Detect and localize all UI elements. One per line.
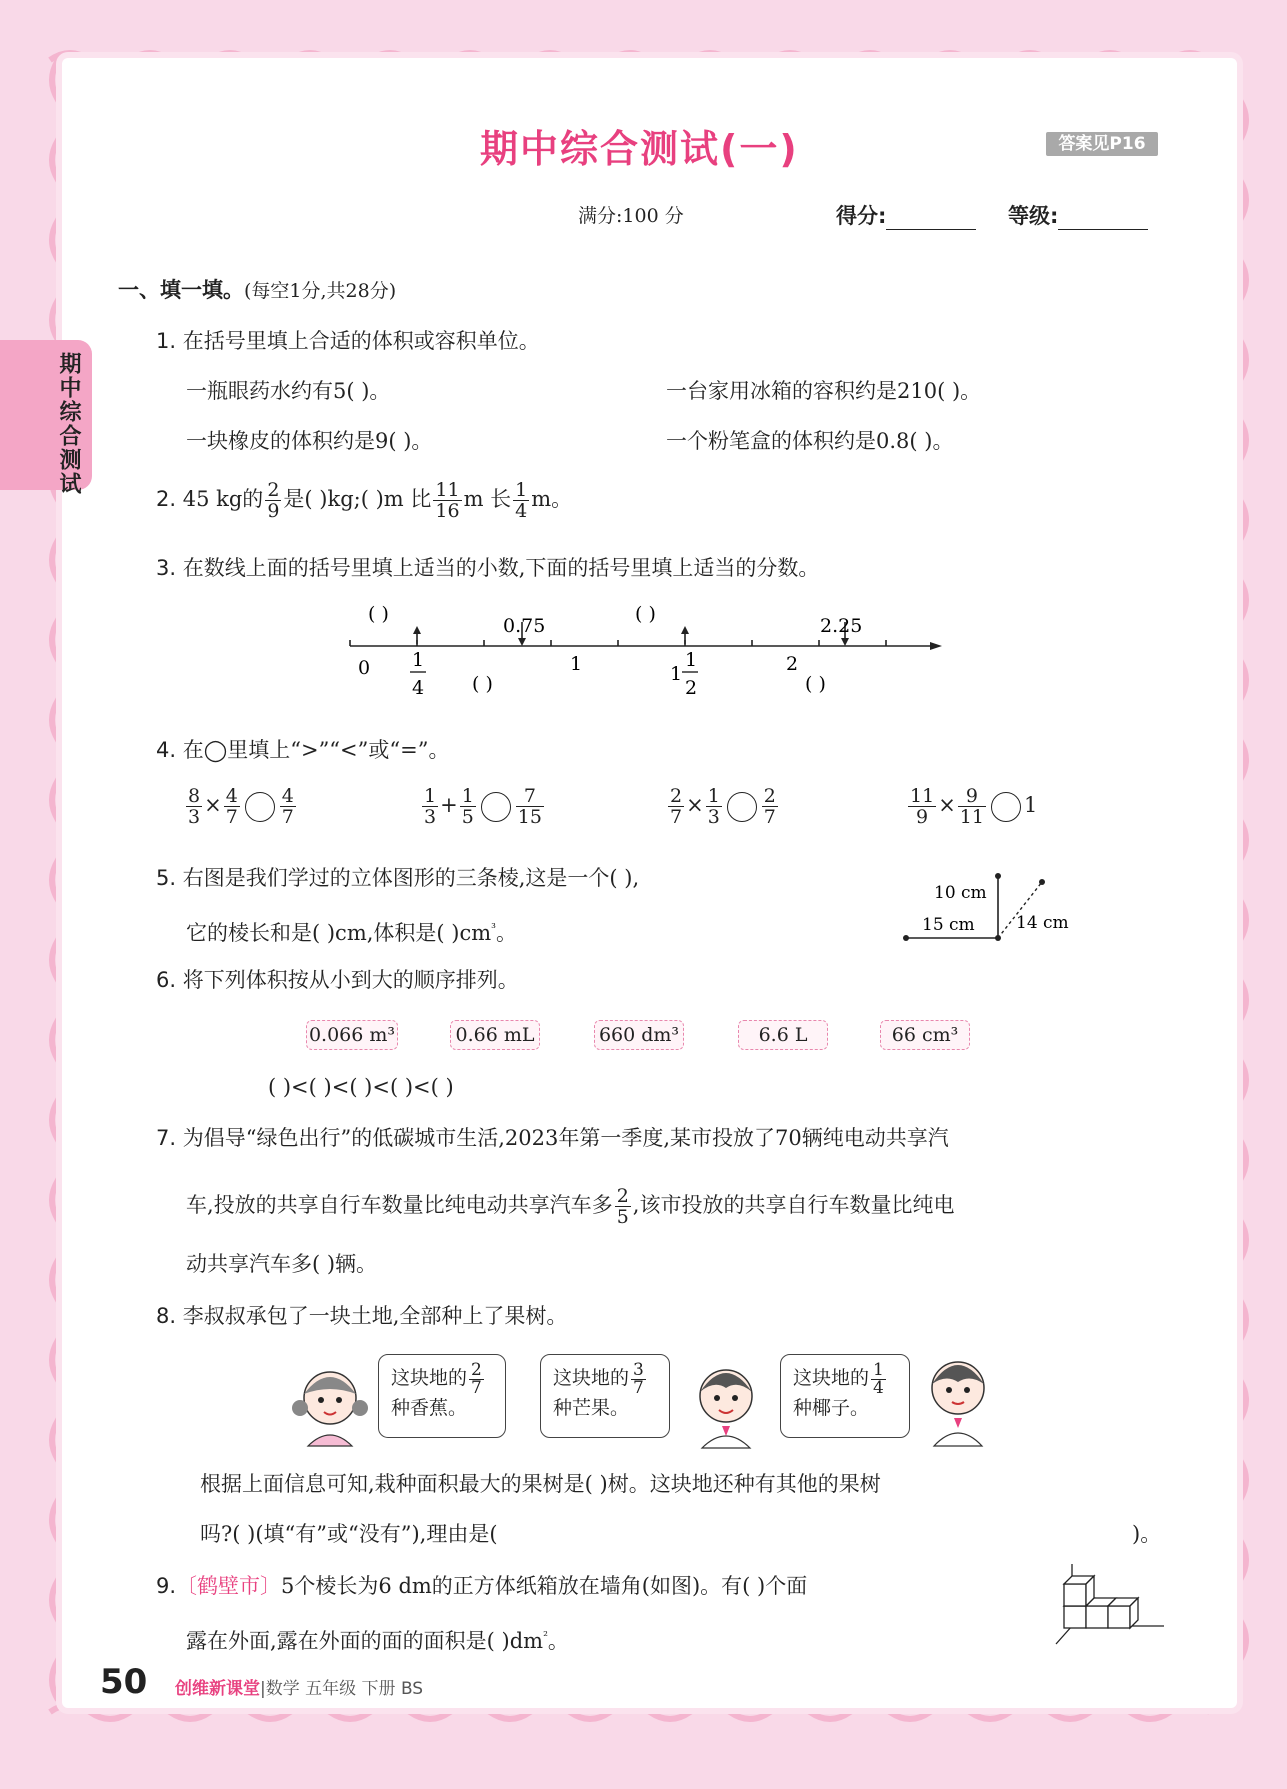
q2-part-3: m 长 [463,487,512,511]
edge-label-height: 10 cm [934,883,987,903]
score-field[interactable] [836,202,976,230]
question-9[interactable] [156,1572,807,1600]
bottom-label-1: 1 [570,653,583,675]
q2-part-4: m。 [531,487,573,511]
answer-reference-badge: 答案见P16 [1046,132,1158,156]
score-label: 得分: [836,204,887,228]
top-label-2.25: 2.25 [820,615,863,637]
q6-order-blanks[interactable]: ( )<( )<( )<( )<( ) [268,1075,454,1099]
question-text: 将下列体积按从小到大的顺序排列。 [182,968,519,992]
q8-line-2[interactable]: 吗?( )(填“有”或“没有”),理由是( [200,1522,498,1546]
top-label-blank-2: ( ) [635,603,656,625]
question-number: 5. [156,866,177,890]
girl-avatar [290,1364,370,1448]
q4-expression-3[interactable]: $\frac{2}{7}$ × $\frac{1}{3}$ $\frac{2}{7}$ [670,785,776,828]
boy-avatar-2 [918,1352,998,1448]
fraction: $\frac{11}{16}$ [435,479,460,522]
score-blank[interactable] [886,207,976,230]
speech-bubble: 这块地的 $\frac{1}{4}$ 种椰子。 [780,1354,910,1438]
question-number: 1. [156,329,177,353]
footer-book-info: |数学 五年级 下册 BS [260,1679,424,1699]
volume-card: 6.6 L [738,1020,828,1050]
number-line-figure [330,598,950,710]
q1-item-d[interactable]: 一个粉笔盒的体积约是0.8( )。 [666,429,954,453]
fraction: $\frac{2}{9}$ [267,479,280,522]
bottom-mixed-num: 1 [685,649,698,671]
cubes-in-corner-figure [1050,1560,1166,1646]
top-label-blank-1: ( ) [368,603,389,625]
question-number: 2. [156,487,177,511]
q7-line-3[interactable]: 动共享汽车多( )辆。 [186,1252,378,1276]
boy-avatar-1 [686,1360,766,1450]
bottom-mixed-whole: 1 [670,663,683,685]
q4-expression-1[interactable]: $\frac{8}{3}$ × $\frac{4}{7}$ $\frac{4}{7}$ [188,785,294,828]
q2-part-2: 是( )kg;( )m 比 [283,487,432,511]
section-title: 一、填一填。 [118,278,244,302]
q2-part-1: 45 kg的 [182,487,264,511]
question-6 [156,966,519,994]
bottom-frac-num: 1 [412,649,425,671]
question-7 [156,1124,949,1152]
bottom-label-0: 0 [358,657,371,679]
volume-card: 66 cm³ [880,1020,970,1050]
question-number: 7. [156,1126,177,1150]
fraction: $\frac{1}{4}$ [515,479,528,522]
grade-field[interactable] [1008,202,1148,230]
side-tab-label: 期中综合测试 [56,352,81,496]
q7-line-2: 车,投放的共享自行车数量比纯电动共享汽车多 $\frac{2}{5}$ ,该市投放的共享自行车数量比纯电 [186,1185,955,1228]
q5-line-1: 右图是我们学过的立体图形的三条棱,这是一个( ), [182,866,640,890]
grade-label: 等级: [1008,204,1059,228]
question-text: 在括号里填上合适的体积或容积单位。 [182,329,540,353]
q1-item-a[interactable]: 一瓶眼药水约有5( )。 [186,379,391,403]
question-number: 8. [156,1304,177,1328]
compare-circle[interactable] [245,792,275,822]
bottom-frac-den: 4 [412,677,425,699]
grade-blank[interactable] [1058,207,1148,230]
question-number: 6. [156,968,177,992]
q9-line-2[interactable]: 露在外面,露在外面的面的面积是( )$dm^{^2}$。 [186,1629,569,1653]
footer-info [175,1674,423,1699]
question-3 [156,554,819,582]
edge-label-length: 15 cm [922,915,975,935]
q8-line-2-end: )。 [1132,1522,1162,1546]
section-heading [118,276,396,305]
bottom-label-blank-2: ( ) [805,673,826,695]
edge-label-width: 14 cm [1016,913,1069,933]
cuboid-edges-figure [890,868,1090,946]
bottom-label-blank-1: ( ) [472,673,493,695]
page-title: 期中综合测试(一) [480,127,799,171]
compare-circle[interactable] [481,792,511,822]
question-2[interactable] [156,480,572,521]
q8-line-1[interactable]: 根据上面信息可知,栽种面积最大的果树是( )树。这块地还种有其他的果树 [200,1472,881,1496]
q9-line-1: 5个棱长为6 dm的正方体纸箱放在墙角(如图)。有( )个面 [281,1574,808,1598]
question-1 [156,327,540,355]
volume-card: 0.066 m³ [306,1020,398,1050]
compare-circle[interactable] [991,792,1021,822]
volume-card: 0.66 mL [450,1020,540,1050]
q1-item-b[interactable]: 一台家用冰箱的容积约是210( )。 [666,379,982,403]
speech-bubble: 这块地的 $\frac{3}{7}$ 种芒果。 [540,1354,670,1438]
q7-line-1: 为倡导“绿色出行”的低碳城市生活,2023年第一季度,某市投放了70辆纯电动共享汽 [182,1126,949,1150]
volume-card: 660 dm³ [594,1020,684,1050]
footer-brand: 创维新课堂 [175,1679,260,1699]
speech-bubble: 这块地的 $\frac{2}{7}$ 种香蕉。 [378,1354,506,1438]
top-label-0.75: 0.75 [503,615,546,637]
page-number: 50 [100,1662,148,1702]
q4-expression-2[interactable]: $\frac{1}{3}$ + $\frac{1}{5}$ $\frac{7}{15}$ [424,785,542,828]
question-4 [156,736,449,764]
question-text: 李叔叔承包了一块土地,全部种上了果树。 [182,1304,568,1328]
q5-line-2[interactable]: 它的棱长和是( )cm,体积是( )$cm^{^3}$。 [186,921,517,945]
q1-item-c[interactable]: 一块橡皮的体积约是9( )。 [186,429,433,453]
region-tag: 〔鹤壁市〕 [176,1574,282,1598]
question-text: 在◯里填上“>”“<”或“=”。 [182,738,450,762]
question-number: 4. [156,738,177,762]
question-number: 9. [156,1574,177,1598]
q4-expression-4[interactable]: $\frac{11}{9}$ × $\frac{9}{11}$ 1 [910,785,1038,828]
full-score-label: 满分:100 分 [578,205,684,227]
bottom-mixed-den: 2 [685,677,698,699]
question-5[interactable] [156,864,639,892]
question-number: 3. [156,556,177,580]
compare-circle[interactable] [727,792,757,822]
question-8 [156,1302,567,1330]
section-note: (每空1分,共28分) [244,280,397,302]
bottom-label-2: 2 [786,653,799,675]
question-text: 在数线上面的括号里填上适当的小数,下面的括号里填上适当的分数。 [182,556,820,580]
